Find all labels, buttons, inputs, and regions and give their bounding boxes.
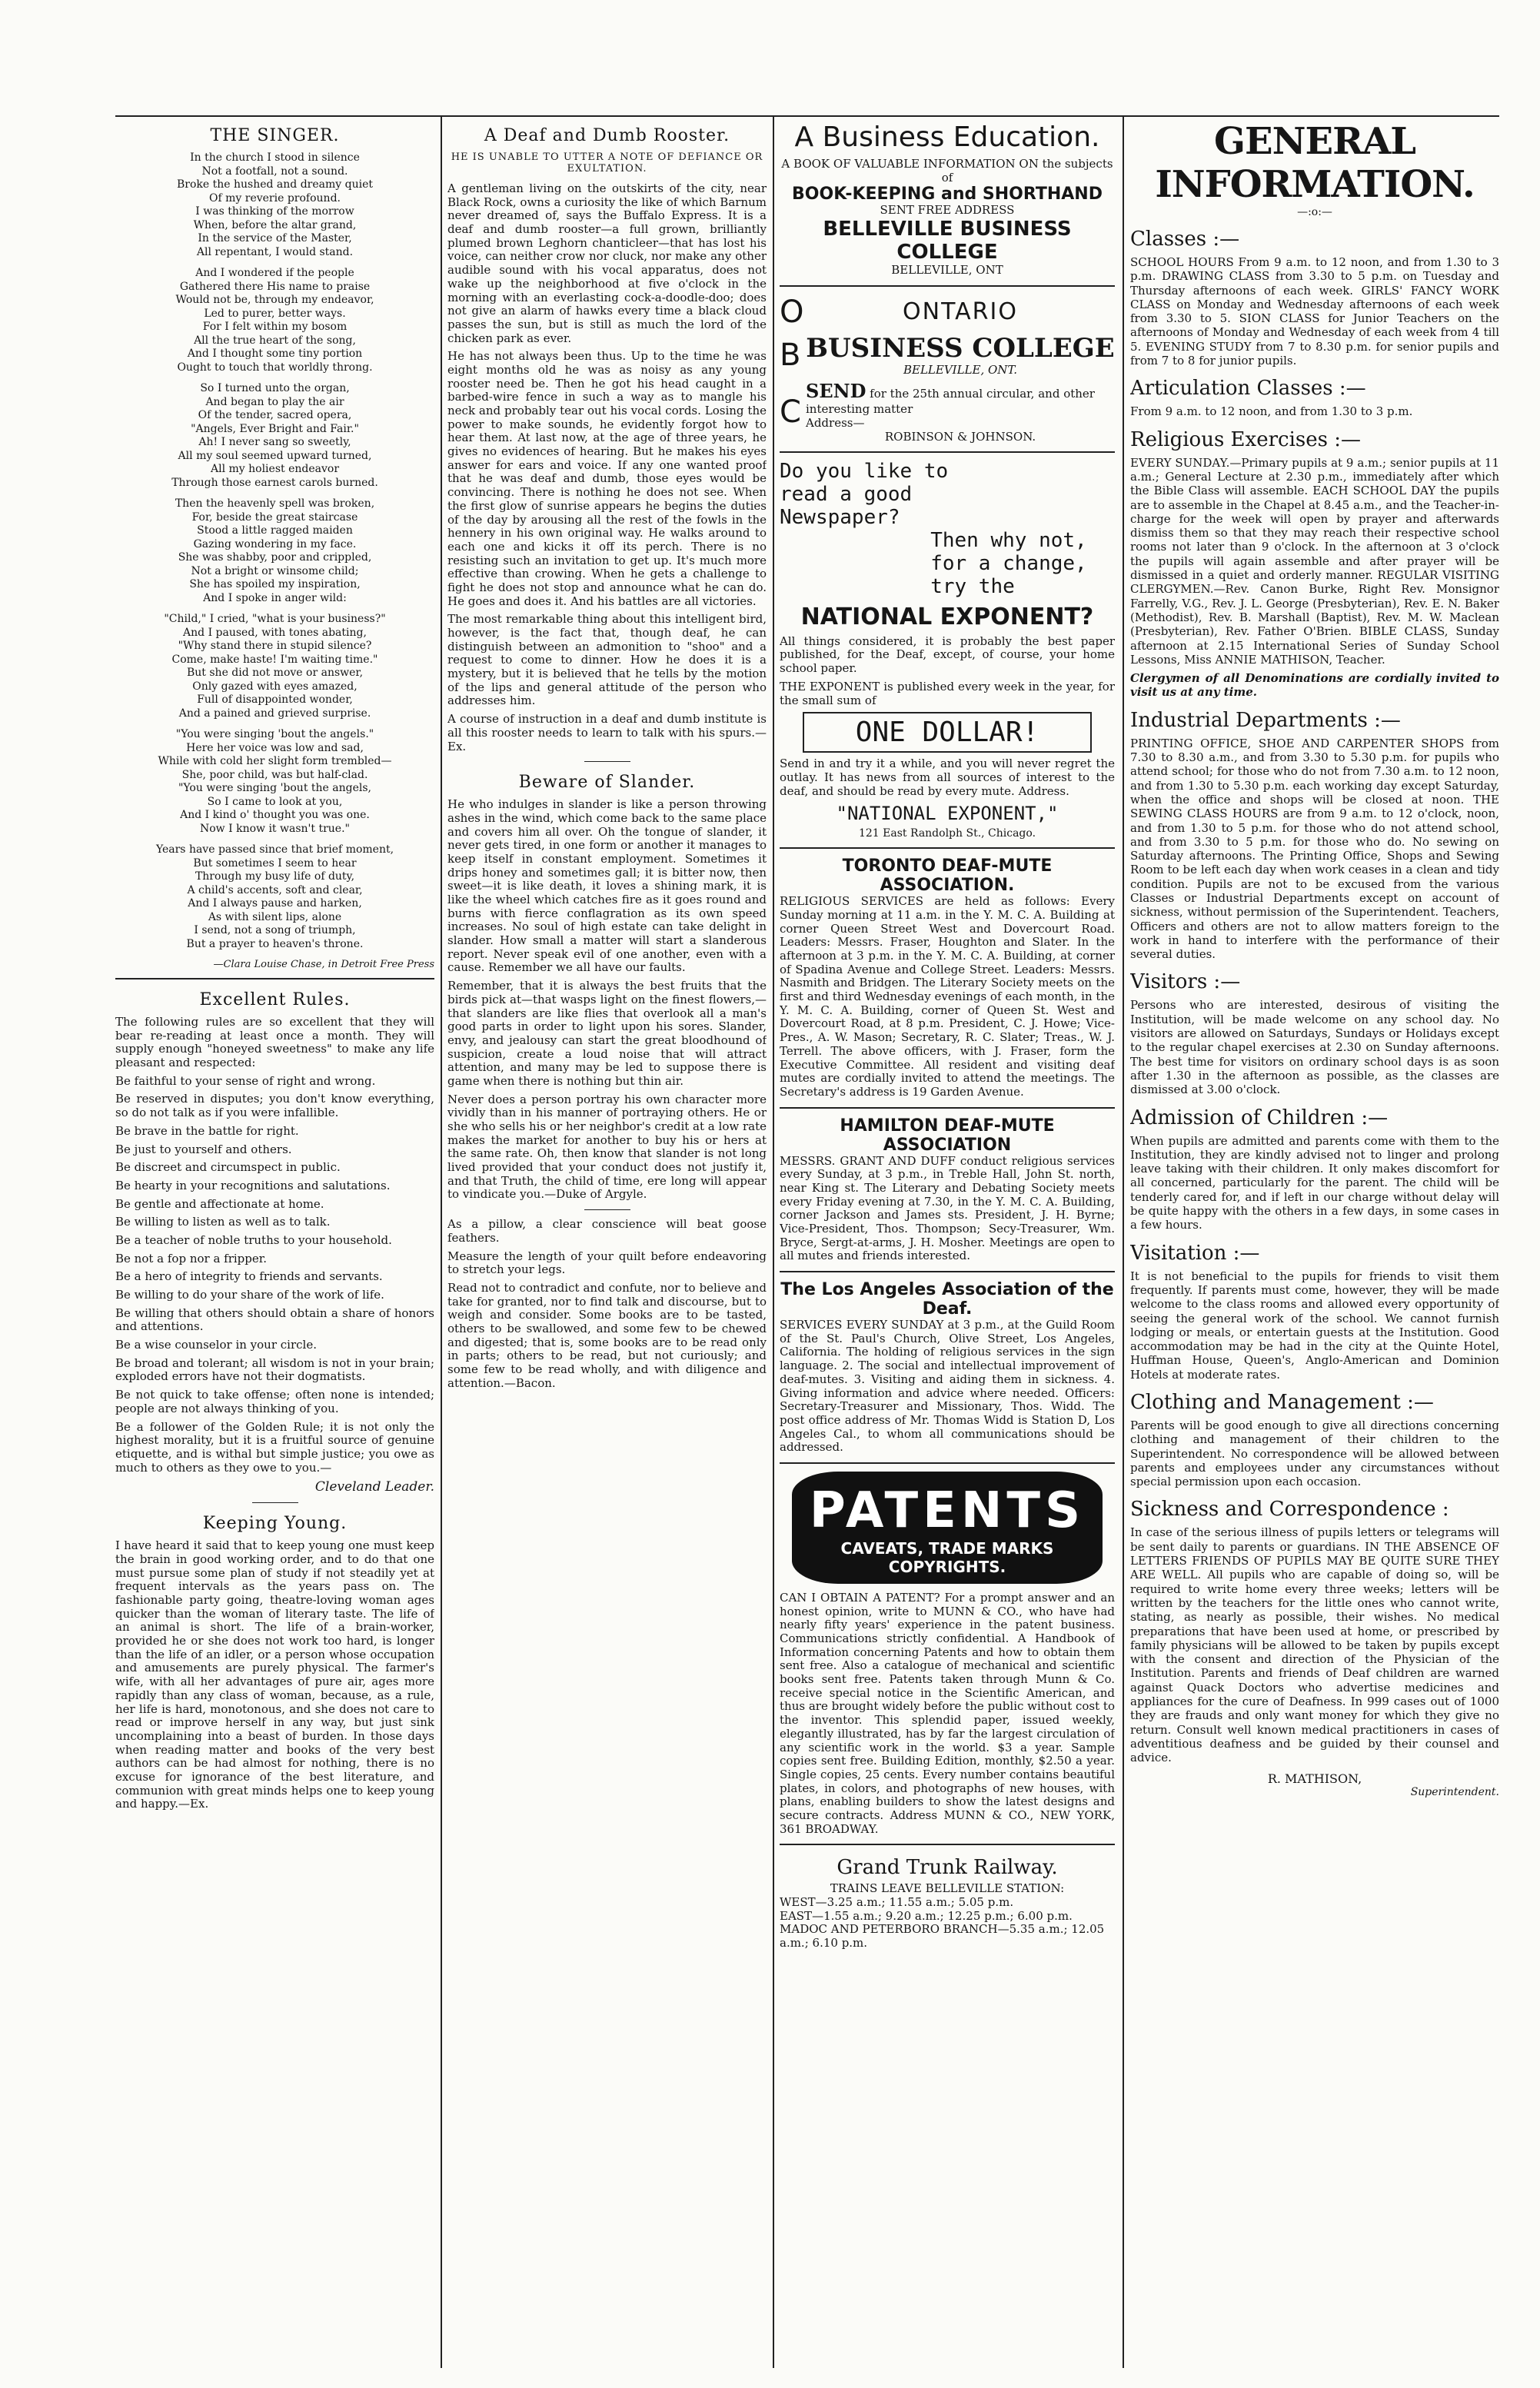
patents-caveats: CAVEATS, TRADE MARKS xyxy=(840,1538,1054,1558)
paragraph: As a pillow, a clear conscience will beat goose feathers. xyxy=(447,1217,767,1245)
paragraph: Be a wise counselor in your circle. xyxy=(115,1338,317,1352)
column-2 xyxy=(447,115,767,2368)
signature: R. MATHISON, xyxy=(1267,1771,1362,1786)
railway-sub: TRAINS LEAVE BELLEVILLE STATION: xyxy=(830,1881,1065,1896)
ad-city: BELLEVILLE, ONT xyxy=(891,263,1003,278)
paragraph: Be not quick to take offense; often none is intended; people are not always thinking of you. xyxy=(115,1388,434,1415)
paragraph: Be a teacher of noble truths to your household. xyxy=(115,1232,392,1247)
divider xyxy=(780,285,1115,287)
article-title: Excellent Rules. xyxy=(199,990,351,1009)
section-head: Visitors :— xyxy=(1130,970,1241,994)
paragraph: Be willing to do your share of the work of life. xyxy=(115,1288,384,1302)
info-section xyxy=(1130,1106,1499,1232)
paragraph: Measure the length of your quilt before endeavoring to stretch your legs. xyxy=(447,1249,767,1277)
divider xyxy=(252,1502,298,1503)
section-body: SCHOOL HOURS From 9 a.m. to 12 noon, and from 1.30 to 3 p.m. DRAWING CLASS from 3.30 to 5 p.m. on Tuesday and Thursday afternoons of each week. GIRLS' FANCY WORK CLASS on Monday and Wednesday afternoons of each week from 3.30 to 5. SION CLASS for Junior Teachers on the afternoons of Monday and Wednesday of each week from 4 till 5. EVENING STUDY from 7 to 8.30 p.m. for senior pupils and from 7 to 8 for junior pupils. xyxy=(1130,255,1499,368)
railway-times xyxy=(780,1896,1115,1951)
divider xyxy=(584,1209,630,1210)
obc-place: BELLEVILLE, ONT. xyxy=(903,362,1017,377)
section-body: Clergymen of all Denominations are cordially invited to visit us at any time. xyxy=(1130,671,1499,700)
section-head: Admission of Children :— xyxy=(1130,1106,1389,1129)
article-body xyxy=(447,182,767,753)
paragraph: THE EXPONENT is published every week in the year, for the small sum of xyxy=(780,679,1115,707)
newspaper-page xyxy=(115,115,1499,2368)
column-3 xyxy=(780,115,1115,2368)
info-section xyxy=(1130,1242,1499,1382)
general-info-sub: —:o:— xyxy=(1297,206,1332,218)
paragraph: Be gentle and affectionate at home. xyxy=(115,1196,324,1211)
obc-firm: ROBINSON & JOHNSON. xyxy=(884,430,1036,444)
obc-letter: C xyxy=(780,394,801,430)
divider xyxy=(780,451,1115,453)
paragraph: Be faithful to your sense of right and wrong. xyxy=(115,1073,376,1088)
info-section xyxy=(1130,377,1499,418)
paragraph: A gentleman living on the outskirts of the city, near Black Rock, owns a curiosity the like of which Barnum never dreamed of, says the Buffalo Express. It is a deaf and dumb rooster—a full grown, brilliantly plumed brown Leghorn chanticleer—that has lost his voice, can neither crow nor cluck, nor make any other audible sound with his vocal apparatus, does not wake up the neighborhood at five o'clock in the morning with an everlasting cock-a-doodle-doo; does not give an alarm of hawks every time a black cloud passes the sun, but is still as much the lord of the chicken park as ever. xyxy=(447,181,767,345)
signature-title: Superintendent. xyxy=(1410,1785,1499,1798)
exponent-masthead: "NATIONAL EXPONENT," xyxy=(836,803,1059,825)
paragraph: Be discreet and circumspect in public. xyxy=(115,1160,341,1175)
exponent-answer: Then why not, for a change, try the xyxy=(930,529,1087,598)
poem-credit: —Clara Louise Chase, in Detroit Free Press xyxy=(213,959,434,970)
paragraph: Be reserved in disputes; you don't know everything, so do not talk as if you were infallible. xyxy=(115,1092,434,1120)
paragraph: He has not always been thus. Up to the time he was eight months old he was as noisy as any young rooster need be. Then he got his head caught in a barbed-wire fence in such a way as to mangle his neck and probably tear out his vocal cords. Losing the power to make sounds, he evidently forgot how to hear them. At last now, at the age of three years, he gives no evidences of hearing. But he makes his eyes answer for ears and voice. If any one wanted proof that he was deaf and dumb, those eyes would be convincing. There is nothing he does not see. When the first glow of sunrise appears he begins the duties of the day by arousing all the rest of the fowls in the hennery in his own original way. He walks around to each one and kicks it off its perch. There is no resisting such an invitation to get up. It's much more effective than crowing. When he gets a challenge to fight he does not stop and announce what he can do. He goes and does it. And his battles are all victories. xyxy=(447,349,767,608)
info-section xyxy=(1130,671,1499,700)
exponent-price: ONE DOLLAR! xyxy=(803,712,1092,753)
section-head: Sickness and Correspondence : xyxy=(1130,1498,1449,1522)
section-body: When pupils are admitted and parents come with them to the Institution, they are kindly advised not to linger and prolong leave taking with their children. It only makes discomfort for all concerned, particularly for the parent. The child will be tenderly cared for, and if left in our charge without delay will be quite happy with the others in a few days, in some cases in a few hours. xyxy=(1130,1133,1499,1232)
exponent-name: NATIONAL EXPONENT? xyxy=(800,603,1094,630)
association-title: HAMILTON DEAF-MUTE ASSOCIATION xyxy=(840,1116,1055,1155)
section-body: PRINTING OFFICE, SHOE AND CARPENTER SHOPS from 7.30 to 8.30 a.m., and from 3.30 to 5.30 p.m. for pupils who attend school; for those who do not from 7.30 a.m. to 12 noon, and from 1.30 to 5.30 p.m. each working day except Saturday, when the office and shops will be closed at noon. THE SEWING CLASS HOURS are from 9 a.m. to 12 o'clock, noon, and from 1.30 to 5 p.m. for those who do not attend school, and from 3.30 to 5 p.m. for those who do. No sewing on Saturday afternoons. The Printing Office, Shops and Sewing Room to be left each day when work ceases in a clean and tidy condition. Pupils are not to be excused from the various Classes or Industrial Departments except on account of sickness, without permission of the Superintendent. Teachers, Officers and others are not to allow matters foreign to the work in hand to interfere with the performance of their several duties. xyxy=(1130,736,1499,962)
section-body: From 9 a.m. to 12 noon, and from 1.30 to 3 p.m. xyxy=(1130,404,1413,419)
obc-send: SEND xyxy=(806,380,866,403)
paragraph: Be willing to listen as well as to talk. xyxy=(115,1215,331,1229)
paragraph: Be willing that others should obtain a share of honors and attentions. xyxy=(115,1305,434,1334)
obc-letter: B xyxy=(780,337,801,373)
divider xyxy=(780,1107,1115,1109)
section-head: Industrial Departments :— xyxy=(1130,708,1401,732)
poem-stanza: "You were singing 'bout the angels." Here her voice was low and sad, While with cold her slight form trembled— She, poor child, was but half-clad. "You were singing 'bout the angels, So I came to look at you, And I kind o' thought you was one. Now I know it wasn't true." xyxy=(158,728,392,835)
patents-copyrights: COPYRIGHTS. xyxy=(888,1557,1006,1576)
obc-ontario: ONTARIO xyxy=(903,298,1018,326)
obc-college-block xyxy=(806,333,1115,377)
general-info-title: GENERAL INFORMATION. xyxy=(1155,120,1475,206)
exponent-street: 121 East Randolph St., Chicago. xyxy=(858,827,1036,840)
exponent-ad xyxy=(780,461,1115,840)
ad-intro: A BOOK OF VALUABLE INFORMATION ON the subjects of xyxy=(781,157,1113,185)
paragraph: He who indulges in slander is like a person throwing ashes in the wind, which come back to the same place and covers him all over. Oh the tongue of slander, it never gets tired, in one form or another it manages to keep itself in constant employment. Sometimes it drips honey and sometimes gall; it is bitter now, then sweet—it is like death, it loves a shining mark, it is like the wheel which catches fire as it goes round and burns with fierce conflagration as its own speed increases. No soul of high estate can take delight in slander. How small a matter will start a slanderous report. Never speak evil of one another, even with a cause. Remember we all have our faults. xyxy=(447,797,767,975)
poem xyxy=(115,151,434,970)
article-title: Beware of Slander. xyxy=(518,773,696,793)
paragraph: The following rules are so excellent that they will bear re-reading at least once a month. They will supply enough "honeyed sweetness" to make any life pleasant and respected: xyxy=(115,1015,434,1070)
article-body xyxy=(447,798,767,1202)
section-head: Religious Exercises :— xyxy=(1130,427,1361,451)
divider xyxy=(780,1462,1115,1464)
patents-logo xyxy=(792,1472,1103,1584)
obc-ad xyxy=(780,294,1115,444)
section-body: It is not beneficial to the pupils for friends to visit them frequently. If parents must come, however, they will be made welcome to the class rooms and allowed every opportunity of seeing the general work of the school. We cannot furnish lodging or meals, or entertain guests at the Institution. Good accommodation may be had in the city at the Quinte Hotel, Huffman House, Queen's, Anglo-American and Dominion Hotels at moderate rates. xyxy=(1130,1269,1499,1382)
info-section xyxy=(1130,1391,1499,1488)
railway-title: Grand Trunk Railway. xyxy=(837,1856,1058,1880)
column-rule xyxy=(441,115,442,2368)
exponent-text xyxy=(780,635,1115,707)
paragraph: Be a follower of the Golden Rule; it is not only the highest morality, but it is a fruitful source of genuine etiquette, and is withal but simple justice; you owe as much to others as they owe to you.— xyxy=(115,1419,434,1475)
paragraph: I have heard it said that to keep young one must keep the brain in good working order, and to do that one must pursue some plan of study if not steadily yet at frequent intervals as the years pass on. The fashionable party going, theatre-loving woman ages quicker than the woman of literary taste. The life of an animal is short. The life of a brain-worker, provided he or she does not work too hard, is longer than the life of an idler, or a person whose occupation and amusements are purely physical. The farmer's wife, with all her advantages of pure air, ages more rapidly than any class of woman, because, as a rule, her life is hard, monotonous, and she does not care to read or improve herself in any way, but just sink uncomplaining into a beast of burden. In those days when reading matter and books of the very best authors can be had almost for nothing, there is no excuse for ignorance of the best literature, and communion with great minds helps one to keep young and happy.—Ex. xyxy=(115,1538,434,1811)
paragraph: Remember, that it is always the best fruits that the birds pick at—that wasps light on the finest flowers,—that slanders are like flies that overlook all a man's good parts in order to light upon his sores. Slander, envy, and jealousy can start the great bloodhound of suspicion, create a loud noise that will attract attention, and many may be led to suppose there is game when there is nothing but thin air. xyxy=(447,979,767,1088)
section-body: Parents will be good enough to give all directions concerning clothing and management of their children to the Superintendent. No correspondence will be allowed between parents and employees under any circumstances without special permission upon each occasion. xyxy=(1130,1418,1499,1489)
railway-east: EAST—1.55 a.m.; 9.20 a.m.; 12.25 p.m.; 6.00 p.m. xyxy=(780,1908,1073,1923)
divider xyxy=(115,978,434,979)
obc-send-text: for the 25th annual circular, and other interesting matter xyxy=(806,387,1095,417)
section-head: Articulation Classes :— xyxy=(1130,377,1366,401)
patents-body xyxy=(780,1591,1115,1836)
info-section xyxy=(1130,970,1499,1096)
paragraph: Be just to yourself and others. xyxy=(115,1142,292,1156)
patents-word: PATENTS xyxy=(809,1482,1086,1539)
poem-stanza: Years have passed since that brief moment, But sometimes I seem to hear Through my busy life of duty, A child's accents, soft and clear, And I always pause and harken, As with silent lips, alone I send, not a song of triumph, But a prayer to heaven's throne. xyxy=(155,843,394,950)
column-4 xyxy=(1130,115,1499,2368)
section-body: In case of the serious illness of pupils letters or telegrams will be sent daily to parents or guardians. IN THE ABSENCE OF LETTERS FRIENDS OF PUPILS MAY BE QUITE SURE THEY ARE WELL. All pupils who are capable of doing so, will be required to write home every three weeks; letters will be written by the teachers for the little ones who cannot write, stating, as nearly as possible, their wishes. No medical preparations that have been used at home, or prescribed by family physicians will be allowed to be taken by pupils except with the consent and direction of the Physician of the Institution. Parents and friends of Deaf children are warned against Quack Doctors who advertise medicines and appliances for the cure of Deafness. In 999 cases out of 1000 they are frauds and only want money for which they give no return. Consult well known medical practitioners in cases of adventitious deafness and be guided by their counsel and advice. xyxy=(1130,1525,1499,1765)
column-rule xyxy=(773,115,774,2368)
divider xyxy=(780,1271,1115,1272)
paragraph: Send in and try it a while, and you will never regret the outlay. It has news from all sources of interest to the deaf, and should be read by every mute. Address. xyxy=(780,757,1115,798)
obc-business-college: BUSINESS COLLEGE xyxy=(806,332,1115,364)
section-head: Clothing and Management :— xyxy=(1130,1391,1434,1414)
poem-stanza: "Child," I cried, "what is your business?" And I paused, with tones abating, "Why stand there in stupid silence? Come, make haste! I'm waiting time." But she did not move or answer, Only gazed with eyes amazed, Full of disappointed wonder, And a pained and grieved surprise. xyxy=(164,613,386,720)
article-body xyxy=(115,1016,434,1495)
paragraph: RELIGIOUS SERVICES are held as follows: Every Sunday morning at 11 a.m. in the Y. M. C. A. Building at corner Queen Street West and Dovercourt Road. Leaders: Messrs. Fraser, Houghton and Slater. In the afternoon at 3 p.m. in the Y. M. C. A. Building, at corner of Spadina Avenue and College Street. Leaders: Messrs. Nasmith and Bridgen. The Literary Society meets on the first and third Wednesday evenings of each month, in the Y. M. C. A. Building, corner of Queen St. West and Dovercourt Road, at 8 p.m. President, C. J. Howe; Vice-Pres., A. W. Mason; Secretary, R. C. Slater; Treas., W. J. Terrell. The above officers, with J. Fraser, form the Executive Committee. All resident and visiting deaf mutes are cordially invited to attend the meetings. The Secretary's address is 19 Garden Avenue. xyxy=(780,894,1115,1099)
obc-row xyxy=(780,333,1115,377)
poem-stanza: Then the heavenly spell was broken, For, beside the great staircase Stood a little ragged maiden Gazing wondering in my face. She was shabby, poor and crippled, Not a bright or winsome child; She has spoiled my inspiration, And I spoke in anger wild: xyxy=(175,497,375,604)
section-body: EVERY SUNDAY.—Primary pupils at 9 a.m.; senior pupils at 11 a.m.; General Lecture at 2.30 p.m., immediately after which the Bible Class will assemble. EACH SCHOOL DAY the pupils are to assemble in the Chapel at 8.45 a.m., and the Teacher-in-charge for the week will open by prayer and afterwards dismiss them so that they may reach their respective school rooms not later than 9 o'clock. In the afternoon at 3 o'clock the pupils will again assemble and after prayer will be dismissed in a quiet and orderly manner. REGULAR VISITING CLERGYMEN.—Rev. Canon Burke, Right Rev. Monsignor Farrelly, V.G., Rev. J. L. George (Presbyterian), Rev. E. N. Baker (Methodist), Rev. B. Marshall (Baptist), Rev. M. W. Maclean (Presbyterian), Rev. Father O'Brien. BIBLE CLASS, Sunday afternoon at 2.15 International Series of Sunday School Lessons, Miss ANNIE MATHISON, Teacher. xyxy=(1130,455,1499,667)
obc-row xyxy=(780,380,1115,444)
section-head: Visitation :— xyxy=(1130,1241,1260,1265)
section-body: Persons who are interested, desirous of visiting the Institution, will be made welcome on any school day. No visitors are allowed on Saturdays, Sundays or Holidays except to the regular chapel exercises at 2.30 on Sunday afternoons. The best time for visitors on ordinary school days is as soon after 1.30 in the afternoon as possible, as the classes are dismissed at 3.00 o'clock. xyxy=(1130,998,1499,1097)
info-section xyxy=(1130,1498,1499,1764)
ad-title: A Business Education. xyxy=(794,121,1100,153)
railway-madoc: MADOC AND PETERBORO BRANCH—5.35 a.m.; 12.05 a.m.; 6.10 p.m. xyxy=(780,1922,1105,1951)
obc-letter: O xyxy=(780,294,804,330)
poem-stanza: So I turned unto the organ, And began to play the air Of the tender, sacred opera, "Angels, Ever Bright and Fair." Ah! I never sang so sweetly, All my soul seemed upward turned, All my holiest endeavor Through those earnest carols burned. xyxy=(171,382,378,489)
paragraph: Read not to contradict and confute, nor to believe and take for granted, nor to find talk and discourse, but to weigh and consider. Some books are to be tasted, others to be swallowed, and some few to be chewed and digested; that is, some books are to be read only in parts; others to be read, but not curiously; and some few to be read wholly, and with diligence and attention.—Bacon. xyxy=(447,1280,767,1390)
article-title: A Deaf and Dumb Rooster. xyxy=(484,126,730,145)
divider xyxy=(584,761,630,762)
poem-stanza: And I wondered if the people Gathered there His name to praise Would not be, through my endeavor, Led to purer, better ways. For I felt within my bosom All the true heart of the song, And I thought some tiny portion Ought to touch that worldly throng. xyxy=(175,267,374,374)
paragraph: MESSRS. GRANT AND DUFF conduct religious services every Sunday, at 3 p.m., in Treble Hall, John St. north, near King st. The Literary and Debating Society meets every Friday evening at 7.30, in the Y. M. C. A. Building, corner Jackson and James sts. President, J. H. Byrne; Vice-President, Thos. Thompson; Secy-Treasurer, Wm. Bryce, Sergt-at-arms, J. H. Mosher. Meetings are open to all mutes and friends interested. xyxy=(780,1153,1115,1263)
association-body xyxy=(780,895,1115,1099)
ad-college: BELLEVILLE BUSINESS COLLEGE xyxy=(823,218,1072,264)
paragraph: Be broad and tolerant; all wisdom is not in your brain; exploded errors have not their dogmatists. xyxy=(115,1355,434,1384)
exponent-question: Do you like to read a good Newspaper? xyxy=(780,460,949,530)
info-section xyxy=(1130,228,1499,368)
info-section xyxy=(1130,428,1499,667)
article-body xyxy=(115,1539,434,1811)
article-title: Keeping Young. xyxy=(202,1514,348,1534)
obc-address: Address— xyxy=(806,416,865,431)
paragraph: The most remarkable thing about this intelligent bird, however, is the fact that, though deaf, he can distinguish between an admonition to "shoo" and a request to come to dinner. How he does it is a mystery, but it is believed that he tells by the motion of the lips and general attitude of the person who addresses him. xyxy=(447,612,767,708)
poem-stanza: In the church I stood in silence Not a footfall, not a sound. Broke the hushed and dreamy quiet Of my reverie profound. I was thinking of the morrow When, before the altar grand, In the service of the Master, All repentant, I would stand. xyxy=(176,151,373,258)
ad-sent: SENT FREE ADDRESS xyxy=(880,203,1015,218)
association-body xyxy=(780,1319,1115,1455)
paragraph: Be not a fop nor a fripper. xyxy=(115,1251,268,1266)
divider xyxy=(780,1844,1115,1845)
column-1 xyxy=(115,115,434,2368)
info-section xyxy=(1130,709,1499,962)
paragraph: CAN I OBTAIN A PATENT? For a prompt answer and an honest opinion, write to MUNN & CO., who have had nearly fifty years' experience in the patent business. Communications strictly confidential. A Handbook of Information concerning Patents and how to obtain them sent free. Also a catalogue of mechanical and scientific books sent free. Patents taken through Munn & Co. receive special notice in the Scientific American, and thus are brought widely before the public without cost to the inventor. This splendid paper, issued weekly, elegantly illustrated, has by far the largest circulation of any scientific work in the world. $3 a year. Sample copies sent free. Building Edition, monthly, $2.50 a year. Single copies, 25 cents. Every number contains beautiful plates, in colors, and photographs of new houses, with plans, enabling builders to show the latest designs and secure contracts. Address MUNN & CO., NEW YORK, 361 BROADWAY. xyxy=(780,1590,1115,1836)
paragraph: All things considered, it is probably the best paper published, for the Deaf, except, of course, your home school paper. xyxy=(780,634,1115,676)
divider xyxy=(780,847,1115,849)
exponent-text xyxy=(780,757,1115,798)
paragraph: Be hearty in your recognitions and salutations. xyxy=(115,1178,391,1192)
section-head: Classes :— xyxy=(1130,228,1240,251)
paragraph: SERVICES EVERY SUNDAY at 3 p.m., at the Guild Room of the St. Paul's Church, Olive Street, Los Angeles, California. The holding of religious services in the sign language. 2. The social and intellectual improvement of deaf-mutes. 3. Visiting and aiding them in sickness. 4. Giving information and advice where needed. Officers: Secretary-Treasurer and Missionary, Thos. Widd. The post office address of Mr. Thomas Widd is Station D, Los Angeles Cal., to whom all communications should be addressed. xyxy=(780,1318,1115,1455)
obc-send-block xyxy=(806,380,1115,444)
column-rule xyxy=(1123,115,1124,2368)
paragraph: Be a hero of integrity to friends and servants. xyxy=(115,1269,383,1284)
article-credit: Cleveland Leader. xyxy=(314,1479,434,1495)
railway-west: WEST—3.25 a.m.; 11.55 a.m.; 5.05 p.m. xyxy=(780,1895,1014,1910)
association-title: The Los Angeles Association of the Deaf. xyxy=(780,1280,1114,1319)
ad-subjects: BOOK-KEEPING and SHORTHAND xyxy=(792,185,1103,205)
paragraph: A course of instruction in a deaf and dumb institute is all this rooster needs to learn to talk with his spurs.—Ex. xyxy=(447,712,767,753)
obc-row xyxy=(780,294,1115,330)
article-subtitle: HE IS UNABLE TO UTTER A NOTE OF DEFIANCE OR EXULTATION. xyxy=(451,151,763,175)
association-body xyxy=(780,1155,1115,1264)
paragraph: Never does a person portray his own character more vividly than in his manner of portraying others. He or she who sells his or her neighbor's credit at a low rate makes the market for another to buy his or hers at the same rate. Oh, then know that slander is not long lived provided that your conduct does not justify it, and that Truth, the child of time, ere long will appear to vindicate you.—Duke of Argyle. xyxy=(447,1092,767,1202)
paragraph: Be brave in the battle for right. xyxy=(115,1123,299,1138)
article-body xyxy=(447,1218,767,1390)
association-title: TORONTO DEAF-MUTE ASSOCIATION. xyxy=(842,856,1053,896)
article-title: THE SINGER. xyxy=(210,126,340,145)
